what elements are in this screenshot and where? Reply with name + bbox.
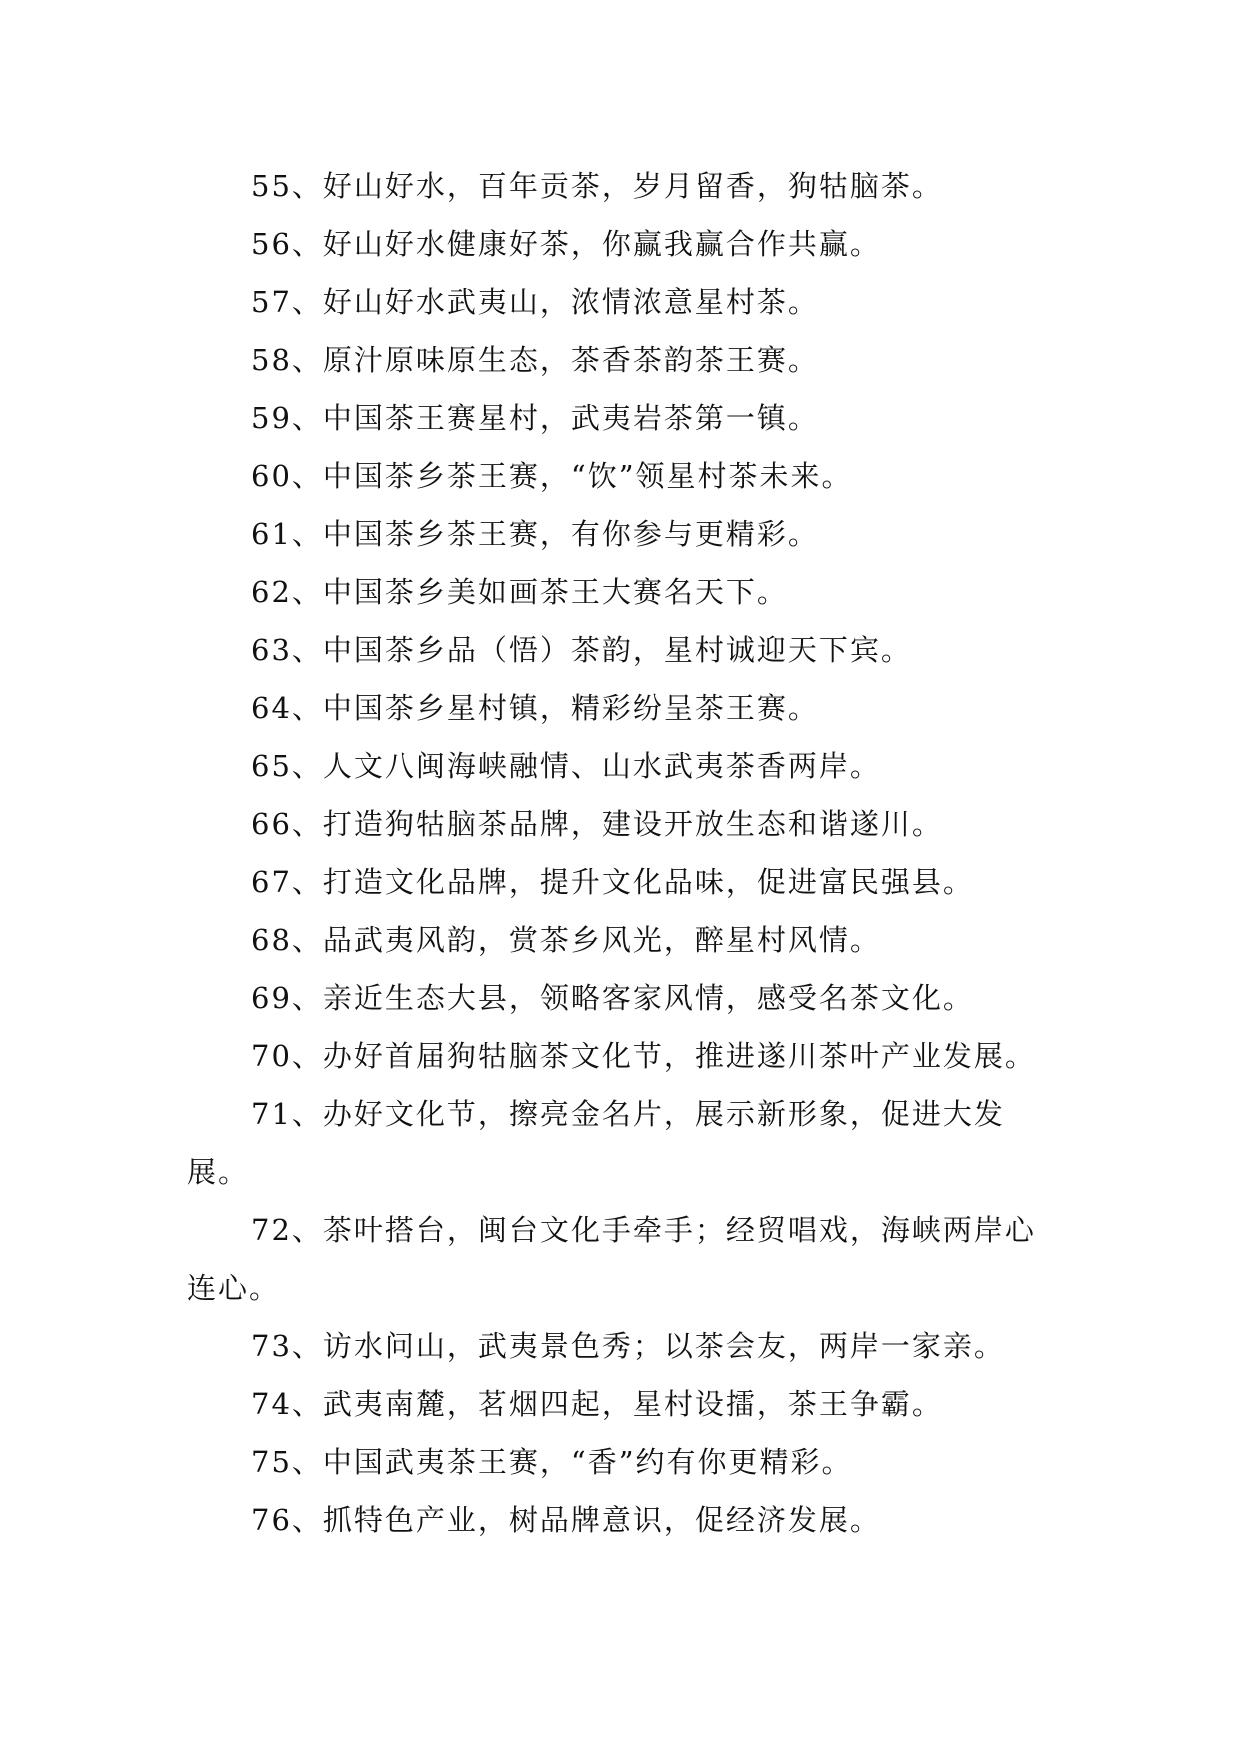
slogan-item: 62、中国茶乡美如画茶王大赛名天下。 [251, 575, 788, 609]
slogan-item: 66、打造狗牯脑茶品牌，建设开放生态和谐遂川。 [251, 807, 943, 841]
slogan-item: 58、原汁原味原生态，茶香茶韵茶王赛。 [251, 343, 819, 377]
slogan-item: 59、中国茶王赛星村，武夷岩茶第一镇。 [251, 401, 819, 435]
slogan-item: 75、中国武夷茶王赛，“香”约有你更精彩。 [251, 1445, 853, 1479]
slogan-item: 72、茶叶搭台，闽台文化手牵手；经贸唱戏，海峡两岸心连心。 [187, 1213, 1036, 1305]
slogan-item: 64、中国茶乡星村镇，精彩纷呈茶王赛。 [251, 691, 819, 725]
slogan-item: 69、亲近生态大县，领略客家风情，感受名茶文化。 [251, 981, 974, 1015]
slogan-list [187, 157, 1057, 1549]
slogan-item: 71、办好文化节，擦亮金名片，展示新形象，促进大发展。 [187, 1097, 1005, 1189]
slogan-item: 67、打造文化品牌，提升文化品味，促进富民强县。 [251, 865, 974, 899]
slogan-item: 60、中国茶乡茶王赛，“饮”领星村茶未来。 [251, 459, 853, 493]
slogan-item: 57、好山好水武夷山，浓情浓意星村茶。 [251, 285, 819, 319]
slogan-item: 56、好山好水健康好茶，你赢我赢合作共赢。 [251, 227, 881, 261]
slogan-item: 73、访水问山，武夷景色秀；以茶会友，两岸一家亲。 [251, 1329, 1005, 1363]
slogan-item: 76、抓特色产业，树品牌意识，促经济发展。 [251, 1503, 881, 1537]
slogan-item: 65、人文八闽海峡融情、山水武夷茶香两岸。 [251, 749, 881, 783]
slogan-item: 63、中国茶乡品（悟）茶韵，星村诚迎天下宾。 [251, 633, 912, 667]
slogan-item: 55、好山好水，百年贡茶，岁月留香，狗牯脑茶。 [251, 169, 943, 203]
slogan-item: 68、品武夷风韵，赏茶乡风光，醉星村风情。 [251, 923, 881, 957]
slogan-item: 70、办好首届狗牯脑茶文化节，推进遂川茶叶产业发展。 [251, 1039, 1036, 1073]
slogan-item: 61、中国茶乡茶王赛，有你参与更精彩。 [251, 517, 819, 551]
slogan-item: 74、武夷南麓，茗烟四起，星村设擂，茶王争霸。 [251, 1387, 943, 1421]
